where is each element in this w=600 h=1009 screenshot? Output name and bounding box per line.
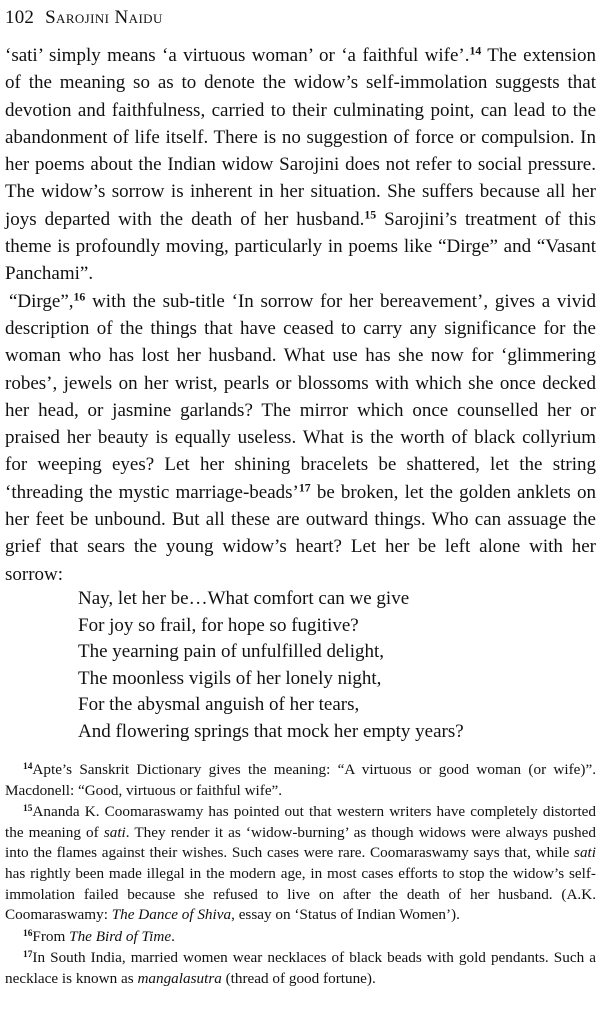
verse-line: For the abysmal anguish of her tears, (78, 694, 360, 716)
paragraph-2 (5, 288, 596, 588)
p2-text-a: “Dirge”, (9, 290, 74, 312)
footnote-text: In South India, married women wear necklaces of black beads with gold pendants. Such a necklace is known as (5, 949, 596, 987)
footnote-text: (thread of good fortune). (221, 969, 376, 987)
footnote-text: Apte’s Sanskrit Dictionary gives the meaning: “A virtuous or good woman (or wife)”. Macdonell: “Good, virtuous or faithful wife”. (5, 761, 596, 799)
footnote-book-title: The Bird of Time (69, 927, 172, 945)
footnote-15 (5, 802, 596, 926)
p2-text-c: be broken, let the golden anklets on her feet be unbound. But all these are outward things. Who can assuage the grief that sears the young widow’s heart? Let her be left alone with her sorrow: (5, 481, 596, 585)
running-title: Sarojini Naidu (45, 7, 163, 28)
footnote-term: sati (103, 823, 126, 841)
footnote-ref-17: 17 (298, 481, 311, 495)
verse-line: And flowering springs that mock her empty years? (78, 720, 464, 742)
footnote-text: . They render it as ‘widow-burning’ as though widows were always pushed into the flames against their wishes. Such cases were rare. Coomaraswamy says that, while (5, 823, 596, 862)
verse-line: The moonless vigils of her lonely night, (78, 667, 382, 689)
p1-text-b: The extension of the meaning so as to denote the widow’s self-immolation suggests that devotion and faithfulness, carried to their culminating point, can lead to the abandonment of life itself. There is no suggestion of force or compulsion. In her poems about the Indian widow Sarojini does not refer to social pressure. The widow’s sorrow is inherent in her situation. She suffers because all her joys departed with the death of her husband. (5, 45, 597, 230)
footnotes (5, 760, 596, 991)
footnote-14 (5, 760, 596, 801)
footnote-16 (5, 927, 596, 948)
footnote-text: . (171, 927, 175, 945)
verse-line: For joy so frail, for hope so fugitive? (78, 614, 359, 636)
running-head (5, 4, 595, 32)
footnote-text: , essay on ‘Status of Indian Women’). (231, 906, 460, 924)
footnote-book-title: The Dance of Shiva (111, 906, 232, 924)
footnote-term: sati (574, 844, 596, 862)
footnote-term: mangalasutra (137, 969, 222, 987)
footnote-text: Ananda K. Coomaraswamy has pointed out that western writers have completely distorted the meaning of (5, 803, 596, 841)
body-text (5, 42, 596, 588)
page-number: 102 (5, 7, 35, 28)
verse-line: Nay, let her be…What comfort can we give (78, 588, 410, 609)
verse-quotation (78, 586, 590, 746)
footnote-number: 17 (23, 950, 33, 961)
footnote-number: 16 (23, 928, 33, 939)
footnote-ref-15: 15 (364, 208, 377, 222)
footnote-number: 14 (23, 761, 33, 772)
footnote-number: 15 (23, 804, 33, 815)
paragraph-1 (5, 42, 596, 288)
footnote-ref-14: 14 (469, 44, 482, 58)
footnote-ref-16: 16 (73, 290, 86, 304)
footnote-text: has rightly been made illegal in the modern age, in most cases efforts to stop the widow’s self-immolation failed because she refused to live on after the death of her husband. (A.K. Coomaraswamy: (5, 864, 596, 924)
footnote-text: From (32, 927, 70, 945)
p2-text-b: with the sub-title ‘In sorrow for her bereavement’, gives a vivid description of the things that have ceased to carry any significance for the woman who has lost her husband. What use has she now for ‘glimmering robes’, jewels on her wrist, pearls or blossoms with which she once decked her head, or jasmine garlands? The mirror which once counselled her or praised her beauty is equally useless. What is the worth of black collyrium for weeping eyes? Let her shining bracelets be shattered, let the string ‘threading the mystic marriage-beads’ (5, 290, 596, 503)
verse-line: The yearning pain of unfulfilled delight, (78, 641, 385, 663)
p1-text-a: ‘sati’ simply means ‘a virtuous woman’ or ‘a faithful wife’. (5, 45, 470, 66)
footnote-17 (5, 948, 596, 989)
p1-text-c: Sarojini’s treatment of this theme is profoundly moving, particularly in poems like “Dirge” and “Vasant Panchami”. (5, 208, 596, 285)
